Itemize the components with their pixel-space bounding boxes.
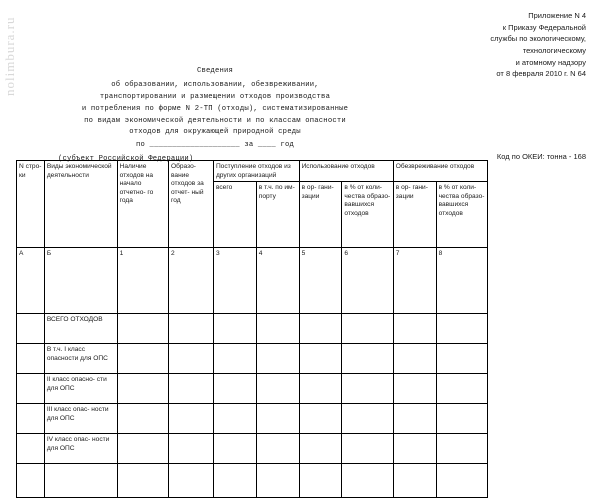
cell-neutralization-in-org[interactable] [393,464,436,498]
cell-incoming-import[interactable] [256,464,299,498]
cell-utilization-in-org[interactable] [299,434,342,464]
cell-incoming-import[interactable] [256,404,299,434]
appendix-line-4: технологическому [522,45,586,55]
cell-row-label[interactable]: ВСЕГО ОТХОДОВ [44,314,117,344]
appendix-line-6: от 8 февраля 2010 г. N 64 [496,69,586,79]
colnum-1: Б [44,248,117,314]
table-row [17,344,488,374]
cell-neutralization-percent[interactable] [436,314,487,344]
cell-incoming-total[interactable] [213,404,256,434]
cell-neutralization-in-org[interactable] [393,374,436,404]
colnum-4: 3 [213,248,256,314]
cell-row-label[interactable]: II класс опасно- сти для ОПС [44,374,117,404]
cell-neutralization-percent[interactable] [436,464,487,498]
cell-utilization-percent[interactable] [342,434,393,464]
colnum-2: 1 [117,248,168,314]
header-utilization-in-org: в ор- гани- зации [299,182,342,248]
reporting-period-line: по ____________________ за ____ год [136,141,294,150]
cell-waste-at-start[interactable] [117,344,168,374]
cell-row-label[interactable]: IV класс опас- ности для ОПС [44,434,117,464]
cell-utilization-percent[interactable] [342,374,393,404]
cell-waste-at-start[interactable] [117,464,168,498]
appendix-line-5: и атомному надзору [515,57,586,67]
title-line-2: транспортировании и размещении отходов производства [99,92,331,101]
cell-utilization-in-org[interactable] [299,404,342,434]
cell-incoming-import[interactable] [256,344,299,374]
colnum-9: 8 [436,248,487,314]
header-waste-at-start: Наличие отходов на начало отчетно- го года [117,161,168,248]
table-row [17,404,488,434]
cell-incoming-import[interactable] [256,374,299,404]
waste-report-table [16,160,488,498]
colnum-0: А [17,248,45,314]
cell-waste-generated[interactable] [168,464,213,498]
header-group-utilization: Использование отходов [299,161,393,182]
cell-incoming-total[interactable] [213,314,256,344]
cell-utilization-percent[interactable] [342,344,393,374]
cell-incoming-total[interactable] [213,344,256,374]
cell-neutralization-in-org[interactable] [393,404,436,434]
table-row [17,434,488,464]
cell-utilization-percent[interactable] [342,314,393,344]
cell-waste-at-start[interactable] [117,374,168,404]
title-line-1: об образовании, использовании, обезвреживании, [111,80,319,89]
table-row [17,314,488,344]
cell-waste-generated[interactable] [168,404,213,434]
cell-waste-at-start[interactable] [117,404,168,434]
header-row-number: N стро- ки [17,161,45,248]
cell-row-label[interactable] [44,464,117,498]
watermark: nolimbura.ru [2,16,17,96]
table-header-row [17,161,488,182]
appendix-block [416,10,586,80]
cell-incoming-total[interactable] [213,374,256,404]
cell-utilization-in-org[interactable] [299,464,342,498]
header-group-incoming: Поступление отходов из других организаций [213,161,299,182]
cell-utilization-in-org[interactable] [299,374,342,404]
header-incoming-import: в т.ч. по им- порту [256,182,299,248]
table-row [17,374,488,404]
cell-utilization-in-org[interactable] [299,344,342,374]
cell-neutralization-percent[interactable] [436,434,487,464]
cell-row-number[interactable] [17,434,45,464]
cell-neutralization-in-org[interactable] [393,434,436,464]
colnum-8: 7 [393,248,436,314]
subject-caption: (субъект Российской Федерации) [58,155,194,164]
colnum-5: 4 [256,248,299,314]
cell-row-number[interactable] [17,404,45,434]
title-block [40,66,390,166]
cell-utilization-percent[interactable] [342,404,393,434]
header-utilization-percent: в % от коли- чества образо- вавшихся отходов [342,182,393,248]
okei-code: Код по ОКЕИ: тонна - 168 [496,152,586,161]
cell-row-label[interactable]: III класс опас- ности для ОПС [44,404,117,434]
colnum-7: 6 [342,248,393,314]
cell-waste-generated[interactable] [168,434,213,464]
header-incoming-total: всего [213,182,256,248]
appendix-line-2: к Приказу Федеральной [502,22,586,32]
cell-waste-generated[interactable] [168,344,213,374]
cell-waste-at-start[interactable] [117,314,168,344]
cell-neutralization-percent[interactable] [436,374,487,404]
cell-waste-generated[interactable] [168,314,213,344]
cell-waste-generated[interactable] [168,374,213,404]
title-line-5: отходов для окружающей природной среды [129,128,301,137]
header-neutralization-in-org: в ор- гани- зации [393,182,436,248]
cell-row-number[interactable] [17,374,45,404]
header-group-neutralization: Обезвреживание отходов [393,161,487,182]
colnum-6: 5 [299,248,342,314]
cell-neutralization-in-org[interactable] [393,344,436,374]
header-activity-type: Виды экономической деятельности [44,161,117,248]
table-row [17,464,488,498]
cell-incoming-total[interactable] [213,464,256,498]
header-waste-generated: Образо- вание отходов за отчет- ный год [168,161,213,248]
table-column-numbers-row [17,248,488,314]
header-neutralization-percent: в % от коли- чества образо- вавшихся отходов [436,182,487,248]
appendix-line-1: Приложение N 4 [528,11,586,20]
title-line-4: по видам экономической деятельности и по классам опасности [84,116,346,125]
cell-row-number[interactable] [17,314,45,344]
cell-incoming-import[interactable] [256,434,299,464]
cell-incoming-total[interactable] [213,434,256,464]
colnum-3: 2 [168,248,213,314]
title-line-3: и потребления по форме N 2-ТП (отходы), систематизированные [81,104,349,113]
cell-utilization-percent[interactable] [342,464,393,498]
cell-utilization-in-org[interactable] [299,314,342,344]
cell-incoming-import[interactable] [256,314,299,344]
page-title: Сведения [196,67,234,75]
cell-neutralization-percent[interactable] [436,344,487,374]
cell-row-number[interactable] [17,344,45,374]
cell-row-number[interactable] [17,464,45,498]
cell-row-label[interactable]: В т.ч. I класс опасности для ОПС [44,344,117,374]
cell-neutralization-percent[interactable] [436,404,487,434]
cell-waste-at-start[interactable] [117,434,168,464]
appendix-line-3: службы по экологическому, [490,34,586,44]
cell-neutralization-in-org[interactable] [393,314,436,344]
